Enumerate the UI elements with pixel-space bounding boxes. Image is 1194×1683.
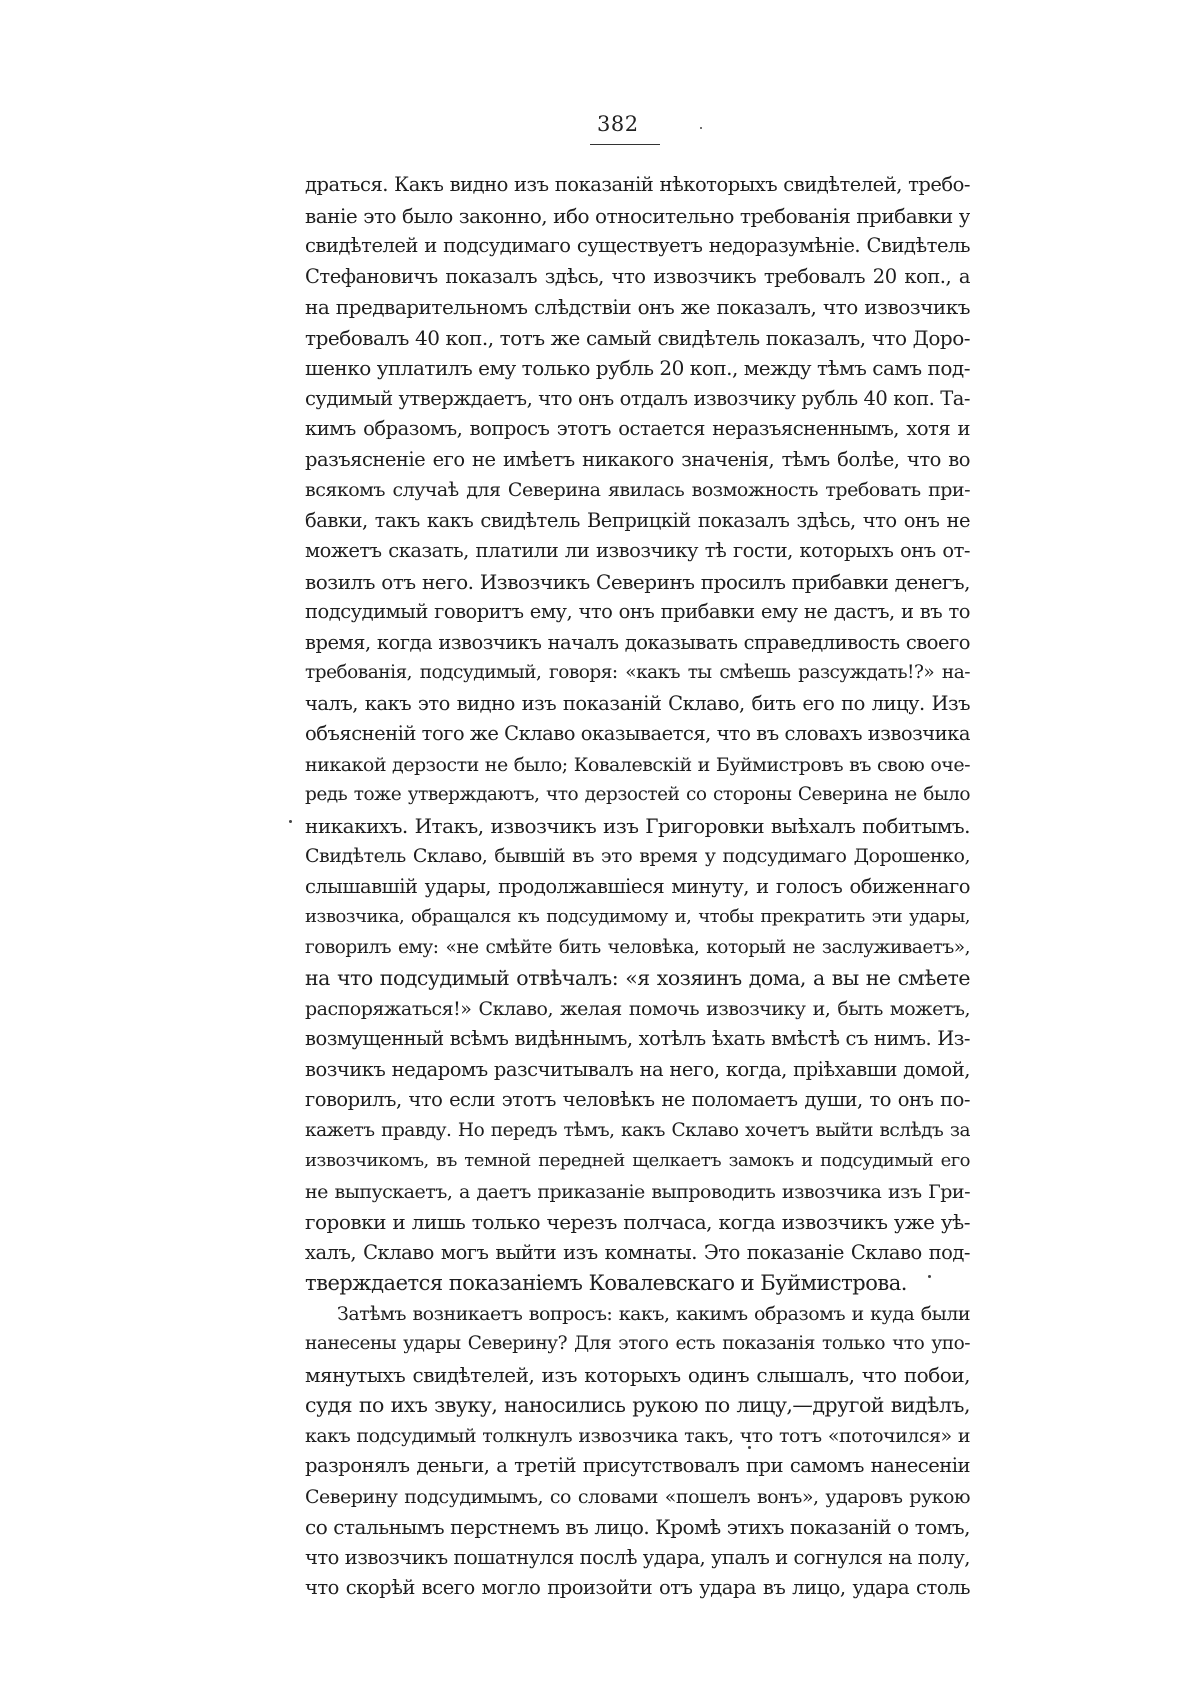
text-line: Стефановичъ показалъ здѣсь, что извозчикъ требовалъ 20 коп., а <box>305 264 970 288</box>
text-line: со стальнымъ перстнемъ въ лицо. Кромѣ этихъ показаній о томъ, <box>305 1515 970 1539</box>
text-line: никакой дерзости не было; Ковалевскій и Буймистровъ въ свою оче- <box>305 753 970 776</box>
text-line: что извозчикъ пошатнулся послѣ удара, упалъ и согнулся на полу, <box>305 1545 970 1569</box>
text-line: мянутыхъ свидѣтелей, изъ которыхъ одинъ слышалъ, что побои, <box>305 1362 970 1387</box>
text-line: распоряжаться!» Склаво, желая помочь извозчику и, быть можетъ, <box>305 997 970 1020</box>
text-line: извозчика, обращался къ подсудимому и, чтобы прекратить эти удары, <box>305 906 970 927</box>
text-line: драться. Какъ видно изъ показаній нѣкоторыхъ свидѣтелей, требо- <box>305 173 970 196</box>
text-line: судя по ихъ звуку, наносились рукою по лицу,—другой видѣлъ, <box>305 1393 970 1417</box>
print-speck <box>289 820 292 823</box>
text-line: не выпускаетъ, а даетъ приказаніе выпроводить извозчика изъ Гри- <box>305 1180 970 1203</box>
text-line: разъясненіе его не имѣетъ никакого значенія, тѣмъ болѣе, что во <box>305 447 970 471</box>
text-line: возилъ отъ него. Извозчикъ Северинъ просилъ прибавки денегъ, <box>305 569 970 594</box>
text-line: требованія, подсудимый, говоря: «какъ ты смѣешь разсуждать!?» на- <box>305 662 970 683</box>
text-line: подсудимый говоритъ ему, что онъ прибавки ему не дастъ, и въ то <box>305 600 970 623</box>
print-speck <box>700 127 702 129</box>
print-speck <box>748 1446 751 1449</box>
text-line: горовки и лишь только черезъ полчаса, когда извозчикъ уже уѣ- <box>305 1210 970 1234</box>
text-line: шенко уплатилъ ему только рубль 20 коп., между тѣмъ самъ под- <box>305 356 970 380</box>
text-line: возмущенный всѣмъ видѣннымъ, хотѣлъ ѣхать вмѣстѣ съ нимъ. Из- <box>305 1027 970 1050</box>
page-number: 382 <box>597 112 639 136</box>
text-line: редь тоже утверждаютъ, что дерзостей со стороны Северина не было <box>305 784 970 805</box>
text-line: Затѣмъ возникаетъ вопросъ: какъ, какимъ образомъ и куда были <box>337 1302 970 1325</box>
text-line: халъ, Склаво могъ выйти изъ комнаты. Это показаніе Склаво под- <box>305 1240 970 1264</box>
body-text <box>305 170 970 1604</box>
text-line: свидѣтелей и подсудимаго существуетъ недоразумѣніе. Свидѣтель <box>305 234 970 257</box>
text-line: на предварительномъ слѣдствіи онъ же показалъ, что извозчикъ <box>305 295 970 319</box>
text-line: всякомъ случаѣ для Северина явилась возможность требовать при- <box>305 479 970 501</box>
text-line: время, когда извозчикъ началъ доказывать справедливость своего <box>305 630 970 654</box>
text-line: какъ подсудимый толкнулъ извозчика такъ, что тотъ «поточился» и <box>305 1424 970 1447</box>
text-line: на что подсудимый отвѣчалъ: «я хозяинъ дома, а вы не смѣете <box>305 966 970 990</box>
text-line: кажетъ правду. Но передъ тѣмъ, какъ Склаво хочетъ выйти вслѣдъ за <box>305 1119 970 1141</box>
text-line: кимъ образомъ, вопросъ этотъ остается неразъясненнымъ, хотя и <box>305 417 970 440</box>
text-line: нанесены удары Северину? Для этого есть показанія только что упо- <box>305 1333 970 1354</box>
text-line: говорилъ ему: «не смѣйте бить человѣка, который не заслуживаетъ», <box>305 936 970 958</box>
text-line: требовалъ 40 коп., тотъ же самый свидѣтель показалъ, что Доро- <box>305 325 970 350</box>
text-line: судимый утверждаетъ, что онъ отдалъ извозчику рубль 40 коп. Та- <box>305 386 970 410</box>
text-line: можетъ сказать, платили ли извозчику тѣ гости, которыхъ онъ от- <box>305 539 970 562</box>
text-line: извозчикомъ, въ темной передней щелкаетъ замокъ и подсудимый его <box>305 1150 970 1171</box>
text-line: Северину подсудимымъ, со словами «пошелъ вонъ», ударовъ рукою <box>305 1485 970 1508</box>
text-line: бавки, такъ какъ свидѣтель Веприцкій показалъ здѣсь, что онъ не <box>305 508 970 532</box>
text-line: разронялъ деньги, а третій присутствовалъ при самомъ нанесеніи <box>305 1454 970 1477</box>
text-line: слышавшій удары, продолжавшіеся минуту, и голосъ обиженнаго <box>305 874 970 898</box>
text-line: чалъ, какъ это видно изъ показаній Склаво, бить его по лицу. Изъ <box>305 691 970 715</box>
text-line: говорилъ, что если этотъ человѣкъ не поломаетъ души, то онъ по- <box>305 1088 970 1111</box>
text-line: возчикъ недаромъ разсчитывалъ на него, когда, пріѣхавши домой, <box>305 1057 970 1081</box>
text-line: что скорѣй всего могло произойти отъ удара въ лицо, удара столь <box>305 1576 970 1599</box>
text-line: Свидѣтель Склаво, бывшій въ это время у подсудимаго Дорошенко, <box>305 845 970 867</box>
text-line: тверждается показаніемъ Ковалевскаго и Буймистрова. <box>305 1271 907 1295</box>
print-speck <box>928 1275 931 1278</box>
text-line: ваніе это было законно, ибо относительно требованія прибавки у <box>305 203 970 228</box>
text-line: объясненій того же Склаво оказывается, что въ словахъ извозчика <box>305 722 970 745</box>
text-line: никакихъ. Итакъ, извозчикъ изъ Григоровки выѣхалъ побитымъ. <box>305 813 970 838</box>
page-number-rule <box>590 144 660 145</box>
